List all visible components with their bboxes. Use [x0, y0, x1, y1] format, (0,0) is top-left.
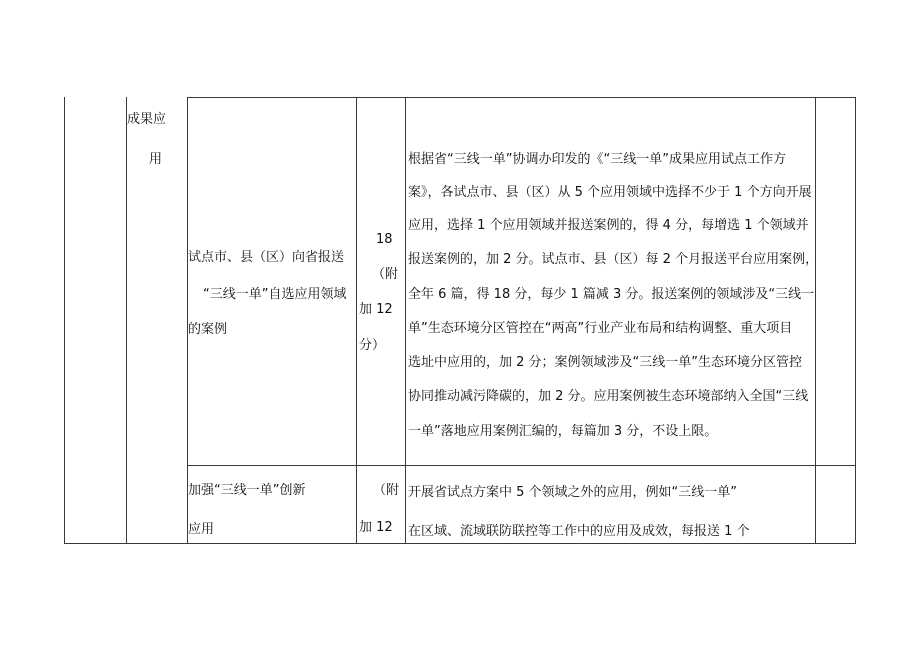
row2-score-line-2: 加 12: [359, 520, 393, 535]
row1-criteria-line-2: 案》，各试点市、县（区）从 5 个应用领域中选择不少于 1 个方向开展: [408, 185, 812, 200]
row1-score-line-2: （附: [372, 267, 399, 282]
row1-item-line-1: 试点市、县（区）向省报送: [188, 250, 345, 265]
row1-item-line-2: “三线一单”自选应用领域: [203, 287, 347, 302]
column-divider-4: [405, 97, 406, 544]
row1-criteria-line-8: 协同推动减污降碳的，加 2 分。应用案例被生态环境部纳入全国“三线: [408, 389, 809, 404]
table-border-bottom: [64, 543, 856, 544]
row2-score-line-1: （附: [373, 483, 400, 498]
row1-criteria-line-4: 报送案例的，加 2 分。试点市、县（区）每 2 个月报送平台应用案例，: [408, 252, 819, 267]
row2-criteria-line-2: 在区域、流域联防联控等工作中的应用及成效，每报送 1 个: [408, 524, 750, 539]
row1-score-line-3: 加 12: [359, 302, 393, 317]
row1-criteria-line-3: 应用，选择 1 个应用领域并报送案例的，得 4 分，每增选 1 个领域并: [408, 218, 809, 233]
category-label-line-1: 成果应: [127, 112, 167, 127]
row2-item-line-2: 应用: [188, 522, 215, 537]
row1-criteria-line-1: 根据省“三线一单”协调办印发的《“三线一单”成果应用试点工作方: [408, 152, 786, 167]
column-divider-1: [126, 97, 127, 544]
table-border-right: [855, 97, 856, 544]
row2-criteria-line-1: 开展省试点方案中 5 个领域之外的应用，例如“三线一单”: [408, 485, 738, 500]
row1-score-line-1: 18: [376, 232, 393, 247]
row1-criteria-line-7: 选址中应用的，加 2 分；案例领域涉及“三线一单”生态环境分区管控: [408, 355, 803, 370]
row1-item-line-3: 的案例: [188, 322, 228, 337]
row-divider: [187, 465, 856, 466]
row1-criteria-line-5: 全年 6 篇，得 18 分，每少 1 篇减 3 分。报送案例的领域涉及“三线一: [408, 287, 815, 302]
column-divider-3: [356, 97, 357, 544]
category-label-line-2: 用: [149, 152, 163, 167]
table-border-left: [64, 97, 65, 544]
row2-item-line-1: 加强“三线一单”创新: [188, 483, 306, 498]
row1-criteria-line-9: 一单”落地应用案例汇编的，每篇加 3 分，不设上限。: [408, 424, 718, 439]
table-border-top: [187, 97, 856, 98]
row1-criteria-line-6: 单”生态环境分区管控在“两高”行业产业布局和结构调整、重大项目: [408, 321, 793, 336]
row1-score-line-4: 分）: [359, 338, 386, 353]
column-divider-5: [815, 97, 816, 544]
